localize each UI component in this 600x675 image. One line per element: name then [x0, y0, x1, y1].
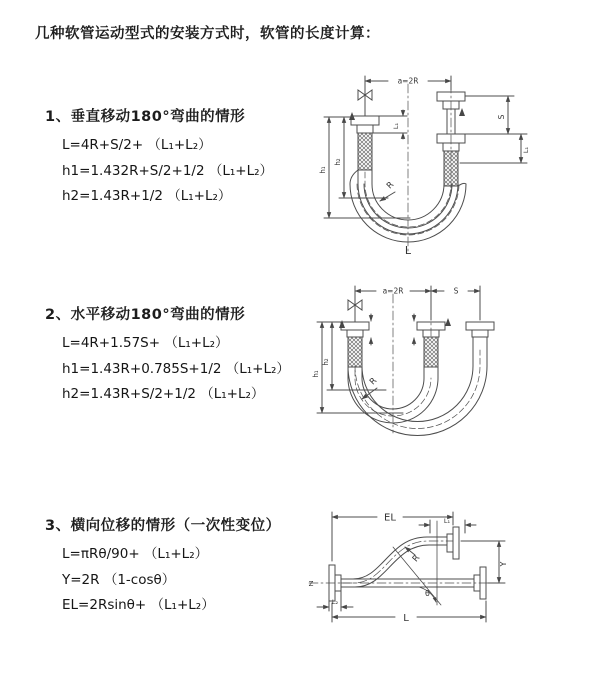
braided-hose-section: [348, 337, 362, 367]
braided-hose-section: [444, 151, 458, 186]
formula-line: h2=1.43R+1/2 （L₁+L₂）: [62, 188, 232, 204]
formula-list: [45, 542, 281, 619]
dim-label-span: a=2R: [382, 286, 404, 296]
formula-line: L=4R+1.57S+ （L₁+L₂）: [62, 335, 229, 351]
diagram-vertical-180: [308, 68, 598, 260]
dim-label-y: Y: [499, 561, 508, 567]
formula-line: h1=1.43R+0.785S+1/2 （L₁+L₂）: [62, 360, 290, 377]
dim-label-s: S: [497, 114, 506, 120]
section-vertical-180: [45, 105, 273, 210]
right-stub: [473, 337, 487, 348]
radius-label: R: [410, 553, 423, 565]
motion-arrow-icon: [445, 318, 451, 326]
dim-label-l1: L₁: [522, 146, 530, 154]
dim-span-2r: [355, 286, 480, 320]
dim-label-s: S: [453, 286, 459, 296]
radius-label: R: [367, 375, 380, 388]
section-horizontal-180: [45, 303, 290, 408]
dim-l: [332, 601, 486, 622]
dim-label-h1: h₁: [319, 166, 327, 174]
formula-line: L=πRθ/90+ （L₁+L₂）: [62, 546, 209, 562]
formula-list: [45, 331, 290, 408]
dim-label-h1: h₁: [312, 370, 320, 378]
dim-label-el: EL: [384, 512, 396, 524]
upper-right-flange: [447, 527, 459, 559]
formula-line: L=4R+S/2+ （L₁+L₂）: [62, 137, 212, 153]
section-heading: 1、垂直移动180°弯曲的情形: [45, 109, 246, 125]
formula-line: h2=1.43R+S/2+1/2 （L₁+L₂）: [62, 386, 265, 402]
dim-label-l1: L₁: [443, 517, 451, 525]
angle-label: θ: [425, 589, 430, 598]
length-label: L: [404, 244, 412, 257]
formula-list: [45, 133, 273, 210]
formula-line: h1=1.432R+S/2+1/2 （L₁+L₂）: [62, 162, 274, 179]
page-title: 几种软管运动型式的安装方式时，软管的长度计算：: [35, 26, 380, 42]
diagram-horizontal-180: [308, 278, 598, 458]
motion-arrow-icon: [339, 320, 345, 328]
valve-icon: [358, 84, 372, 116]
formula-line: Y=2R （1-cosθ）: [62, 571, 176, 588]
braided-hose-section: [358, 133, 372, 170]
straight-pipe-original: [309, 579, 495, 587]
section-heading: 2、水平移动180°弯曲的情形: [45, 307, 246, 323]
dim-label-span: a=2R: [397, 76, 419, 86]
diagram-lateral-displacement: [295, 503, 600, 643]
dim-s-right: [460, 96, 527, 163]
dim-fitting-ticks: [371, 314, 414, 345]
dim-label-l2: L₂: [331, 598, 339, 606]
length-label: L: [403, 613, 409, 624]
formula-line: EL=2Rsinθ+ （L₁+L₂）: [62, 597, 215, 613]
left-flange: [351, 116, 379, 133]
valve-icon: [348, 294, 362, 322]
braided-hose-section: [424, 337, 438, 367]
dim-label-l1: L₁: [392, 122, 400, 130]
dim-label-h2: h₂: [334, 158, 342, 166]
section-lateral-displacement: [45, 514, 281, 619]
u-bend-hose: [348, 348, 487, 436]
radius-leader: [380, 192, 395, 201]
datum-label: Z: [308, 580, 314, 588]
radius-label: R: [384, 179, 397, 192]
flanges: [341, 322, 494, 337]
dim-label-h2: h₂: [322, 358, 330, 366]
motion-arrow-icon: [459, 108, 465, 116]
section-heading: 3、横向位移的情形（一次性变位）: [45, 518, 281, 534]
